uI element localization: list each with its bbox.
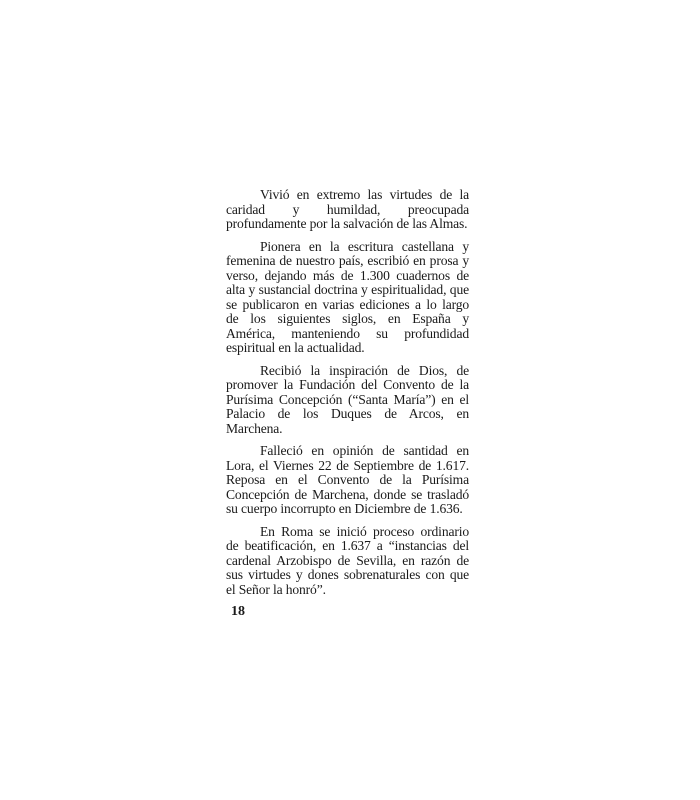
paragraph-beatification: En Roma se inició proceso ordinario de beatificación, en 1.637 a “instancias del cardenal Arzobispo de Sevilla, en razón de sus virtudes y dones sobrenaturales con que el Señor la honró”. xyxy=(226,523,469,597)
page-number: 18 xyxy=(231,604,245,619)
body-text xyxy=(226,188,469,605)
paragraph-death: Falleció en opinión de santidad en Lora, el Viernes 22 de Septiembre de 1.617. Reposa en el Convento de la Purísima Concepción de Marchena, donde se trasladó su cuerpo incorrupto en Diciembre de 1.636. xyxy=(226,443,469,516)
paragraph-writing: Pionera en la escritura castellana y femenina de nuestro país, escribió en prosa y verso, dejando más de 1.300 cuadernos de alta y sustancial doctrina y espiritualidad, que se publicaron en varias ediciones a lo largo de los siguientes siglos, en España y América, manteniendo su profundidad espiritual en la actualidad. xyxy=(226,238,469,355)
paragraph-virtues: Vivió en extremo las virtudes de la caridad y humildad, preocupada profundamente por la salvación de las Almas. xyxy=(226,187,469,231)
paragraph-foundation: Recibió la inspiración de Dios, de promover la Fundación del Convento de la Purísima Concepción (“Santa María”) en el Palacio de los Duques de Arcos, en Marchena. xyxy=(226,362,469,436)
